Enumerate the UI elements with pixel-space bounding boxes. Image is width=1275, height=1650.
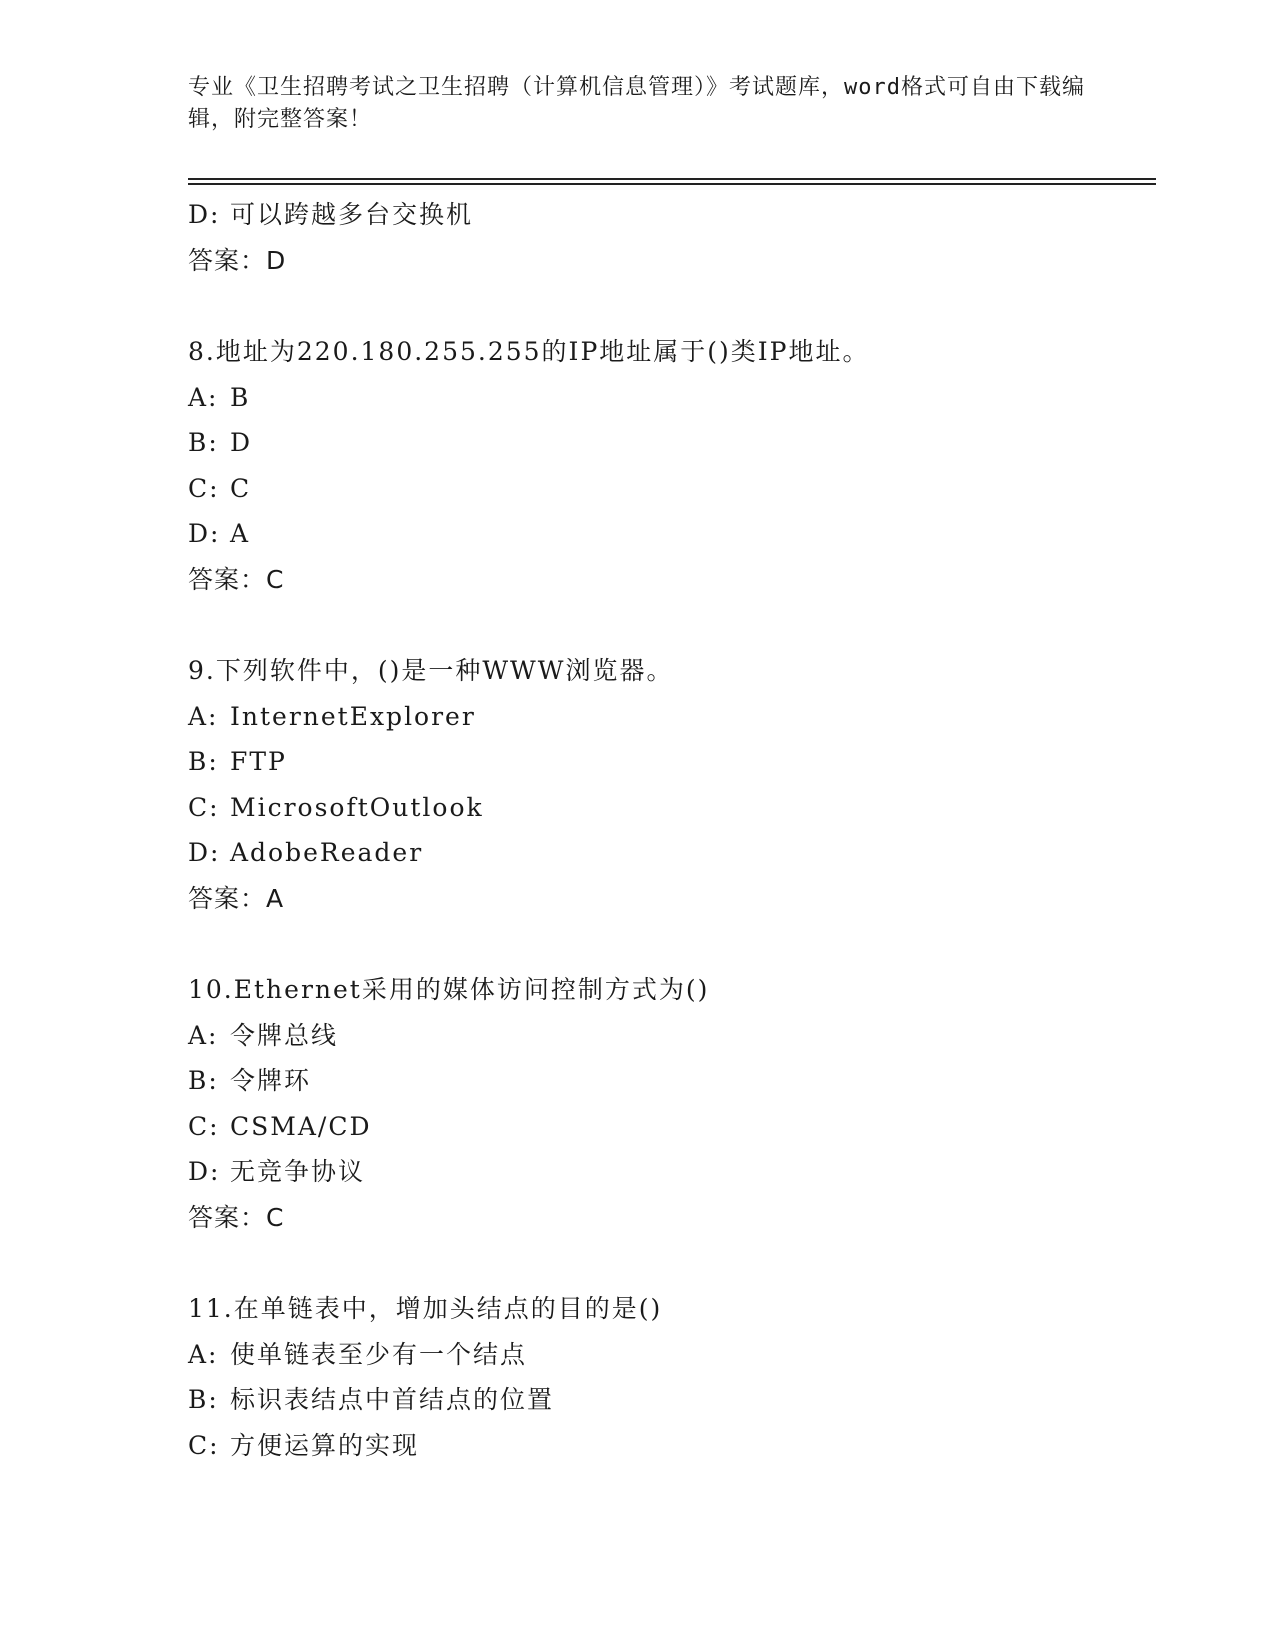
option-line: [188, 830, 1156, 876]
option-letter: A:: [188, 1339, 219, 1369]
option-line: [188, 1377, 1156, 1423]
option-line: [188, 694, 1156, 740]
option-text: 令牌环: [230, 1066, 312, 1095]
option-letter: C:: [188, 473, 220, 503]
option-text: 使单链表至少有一个结点: [230, 1339, 528, 1369]
option-line: [188, 785, 1156, 831]
option-text: D: [230, 428, 253, 457]
answer-line: 答案：C: [188, 564, 285, 594]
option-letter: C:: [188, 1430, 220, 1460]
option-letter: D:: [188, 1157, 221, 1186]
option-line: [188, 1423, 1156, 1469]
option-letter: A:: [188, 382, 219, 412]
answer-line: 答案：A: [188, 883, 285, 913]
option-text: InternetExplorer: [230, 701, 476, 731]
spacer: [188, 283, 1156, 329]
option-letter: A:: [188, 701, 219, 731]
option-text: 方便运算的实现: [230, 1430, 420, 1460]
question-stem: 9.下列软件中，()是一种WWW浏览器。: [188, 656, 674, 685]
answer-line: 答案：C: [188, 1202, 285, 1232]
option-line: [188, 192, 1156, 238]
option-letter: B:: [188, 1385, 219, 1414]
option-line: [188, 739, 1156, 785]
option-text: B: [230, 382, 251, 412]
question-stem: 8.地址为220.180.255.255的IP地址属于()类IP地址。: [188, 337, 870, 366]
document-header: 专业《卫生招聘考试之卫生招聘（计算机信息管理）》考试题库，word格式可自由下载编辑，附完整答案！: [188, 75, 1085, 132]
option-line: [188, 466, 1156, 512]
option-text: AdobeReader: [230, 838, 424, 867]
option-text: C: [230, 473, 252, 503]
question-stem: 11.在单链表中，增加头结点的目的是(): [188, 1294, 663, 1323]
option-text: 可以跨越多台交换机: [230, 200, 474, 229]
question-list: [188, 192, 1156, 1468]
option-text: A: [230, 519, 251, 548]
header-rule-top: [188, 178, 1156, 180]
option-letter: B:: [188, 747, 219, 776]
option-text: 无竞争协议: [230, 1157, 366, 1186]
option-line: [188, 420, 1156, 466]
option-letter: D:: [188, 519, 221, 548]
option-text: 标识表结点中首结点的位置: [230, 1385, 555, 1414]
option-line: [188, 1149, 1156, 1195]
option-letter: C:: [188, 792, 220, 822]
option-text: CSMA/CD: [230, 1111, 372, 1141]
option-letter: D:: [188, 838, 221, 867]
option-line: [188, 1058, 1156, 1104]
option-text: FTP: [230, 747, 287, 776]
option-line: [188, 1332, 1156, 1378]
option-letter: D:: [188, 200, 221, 229]
spacer: [188, 921, 1156, 967]
option-letter: B:: [188, 1066, 219, 1095]
spacer: [188, 602, 1156, 648]
option-text: MicrosoftOutlook: [230, 792, 484, 822]
answer-line: 答案：D: [188, 245, 287, 275]
option-line: [188, 1104, 1156, 1150]
option-letter: A:: [188, 1020, 219, 1050]
header-rule-bottom: [188, 183, 1156, 185]
option-letter: C:: [188, 1111, 220, 1141]
option-letter: B:: [188, 428, 219, 457]
option-line: [188, 511, 1156, 557]
option-line: [188, 375, 1156, 421]
spacer: [188, 1240, 1156, 1286]
option-text: 令牌总线: [230, 1020, 339, 1050]
option-line: [188, 1013, 1156, 1059]
question-stem: 10.Ethernet采用的媒体访问控制方式为(): [188, 975, 710, 1004]
